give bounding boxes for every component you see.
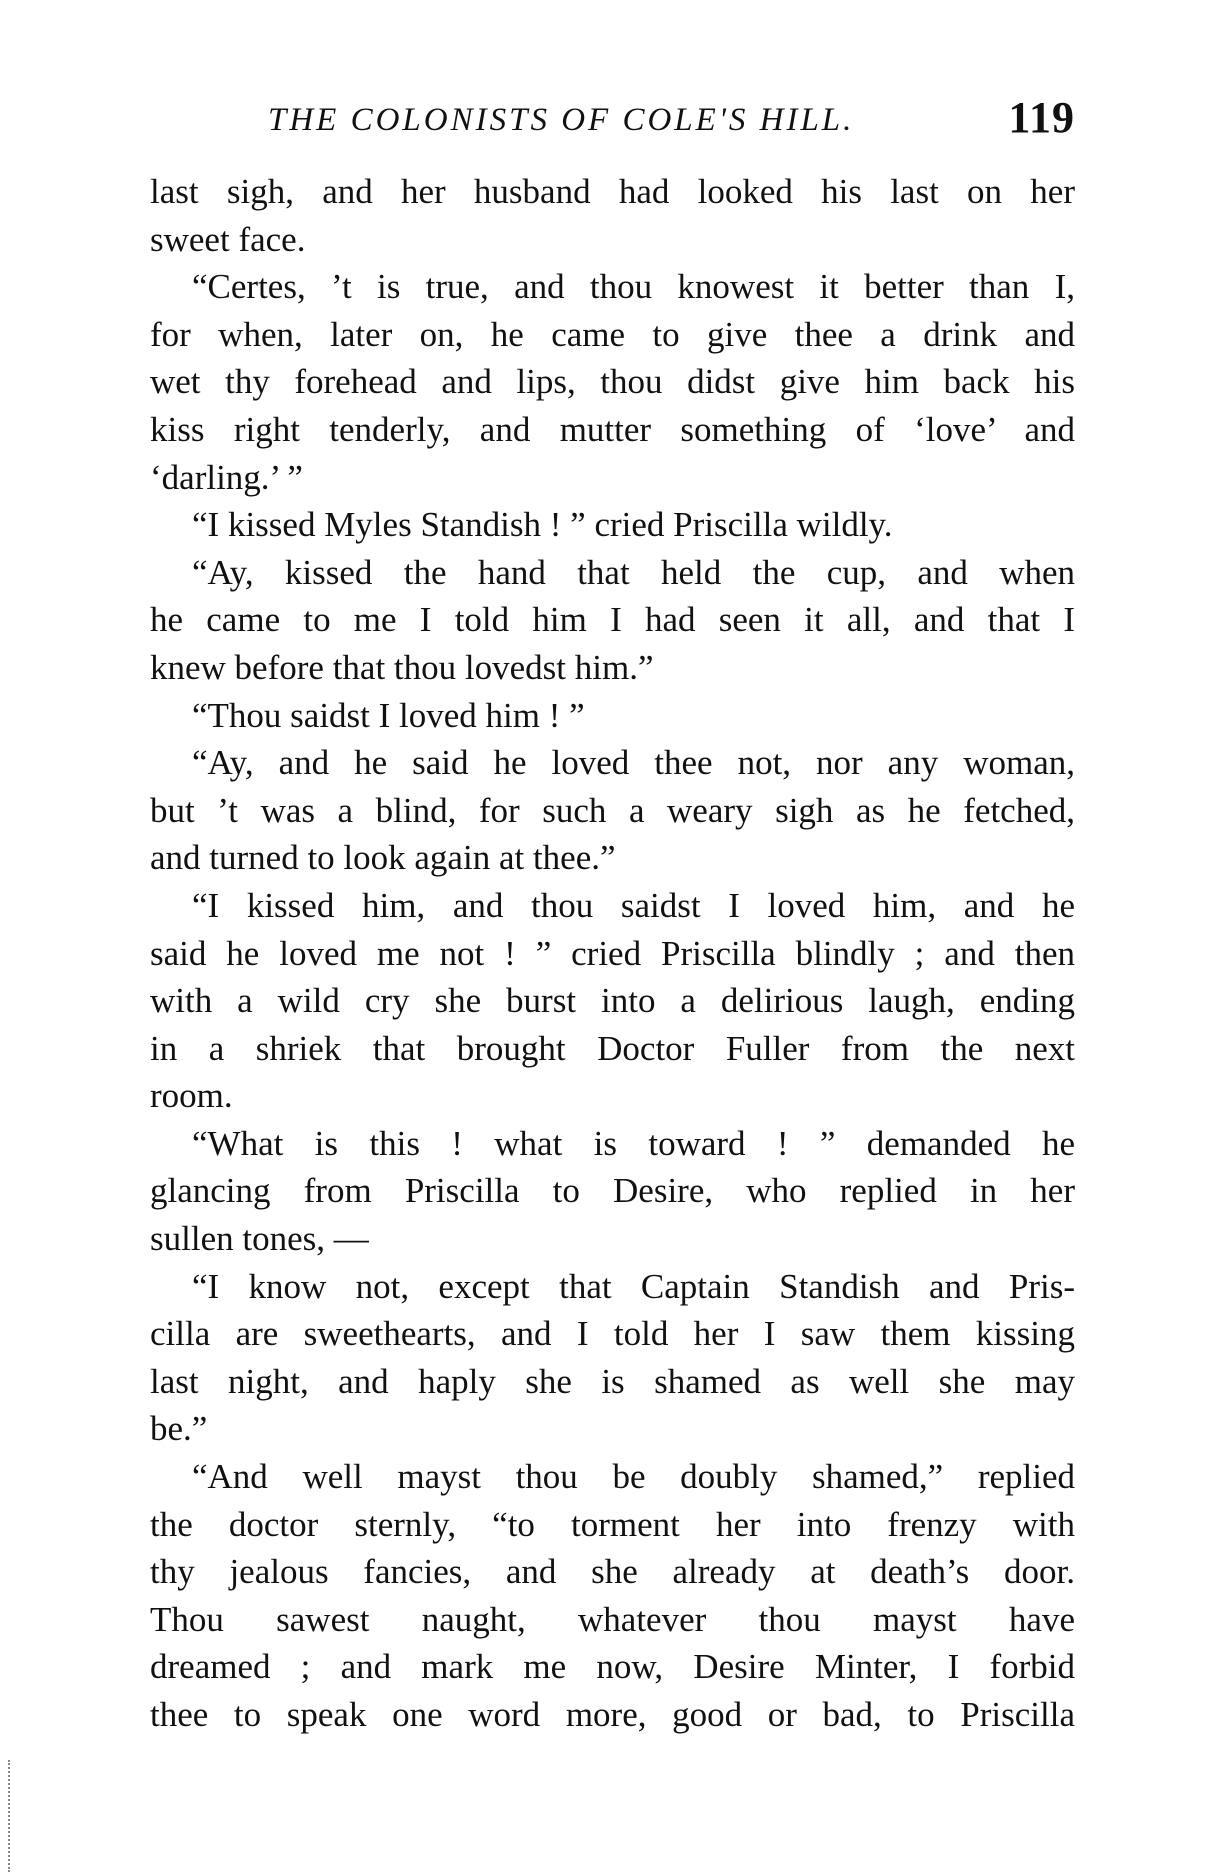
text-line: last sigh, and her husband had looked his last on her xyxy=(150,172,1075,211)
text-line: “I kissed Myles Standish ! ” cried Priscilla wildly. xyxy=(192,505,893,545)
text-line: last night, and haply she is shamed as well she may xyxy=(150,1361,1075,1401)
text-line: with a wild cry she burst into a delirious laugh, ending xyxy=(150,981,1075,1021)
body-text xyxy=(150,168,1075,1739)
text-line: Thou sawest naught, whatever thou mayst have xyxy=(150,1599,1075,1639)
text-line: “I kissed him, and thou saidst I loved him, and he xyxy=(192,885,1075,925)
text-line: wet thy forehead and lips, thou didst give him back his xyxy=(150,362,1075,402)
text-line: in a shriek that brought Doctor Fuller from the next xyxy=(150,1028,1075,1068)
text-line: knew before that thou lovedst him.” xyxy=(150,647,654,687)
text-line: “Certes, ’t is true, and thou knowest it better than I, xyxy=(192,267,1075,307)
text-line: be.” xyxy=(150,1409,208,1449)
text-line: but ’t was a blind, for such a weary sigh as he fetched, xyxy=(150,790,1075,830)
text-line: glancing from Priscilla to Desire, who replied in her xyxy=(150,1171,1075,1211)
text-line: “What is this ! what is toward ! ” demanded he xyxy=(192,1123,1075,1163)
text-line: he came to me I told him I had seen it all, and that I xyxy=(150,600,1075,640)
text-line: “I know not, except that Captain Standish and Pris- xyxy=(192,1266,1075,1306)
text-line: for when, later on, he came to give thee a drink and xyxy=(150,314,1075,354)
text-line: the doctor sternly, “to torment her into frenzy with xyxy=(150,1504,1075,1544)
text-line: kiss right tenderly, and mutter something of ‘love’ and xyxy=(150,409,1075,449)
text-line: and turned to look again at thee.” xyxy=(150,838,616,878)
text-line: ‘darling.’ ” xyxy=(150,457,303,497)
text-line: room. xyxy=(150,1076,233,1116)
text-line: “Ay, and he said he loved thee not, nor any woman, xyxy=(192,743,1075,783)
text-line: sweet face. xyxy=(150,219,306,259)
text-line: dreamed ; and mark me now, Desire Minter, I forbid xyxy=(150,1647,1075,1687)
text-line: “Ay, kissed the hand that held the cup, and when xyxy=(192,552,1075,592)
page-number: 119 xyxy=(1008,93,1075,142)
running-title: THE COLONISTS OF COLE'S HILL. xyxy=(268,102,855,138)
margin-scan-artifact xyxy=(8,1760,12,1872)
text-line: cilla are sweethearts, and I told her I saw them kissing xyxy=(150,1314,1075,1354)
text-line: “And well mayst thou be doubly shamed,” replied xyxy=(192,1457,1075,1497)
text-line: thee to speak one word more, good or bad, to Priscilla xyxy=(150,1695,1075,1734)
text-line: “Thou saidst I loved him ! ” xyxy=(192,695,585,735)
text-line: sullen tones, — xyxy=(150,1219,369,1259)
text-line: thy jealous fancies, and she already at death’s door. xyxy=(150,1552,1075,1592)
running-head xyxy=(150,92,1085,152)
text-line: said he loved me not ! ” cried Priscilla blindly ; and then xyxy=(150,933,1075,973)
